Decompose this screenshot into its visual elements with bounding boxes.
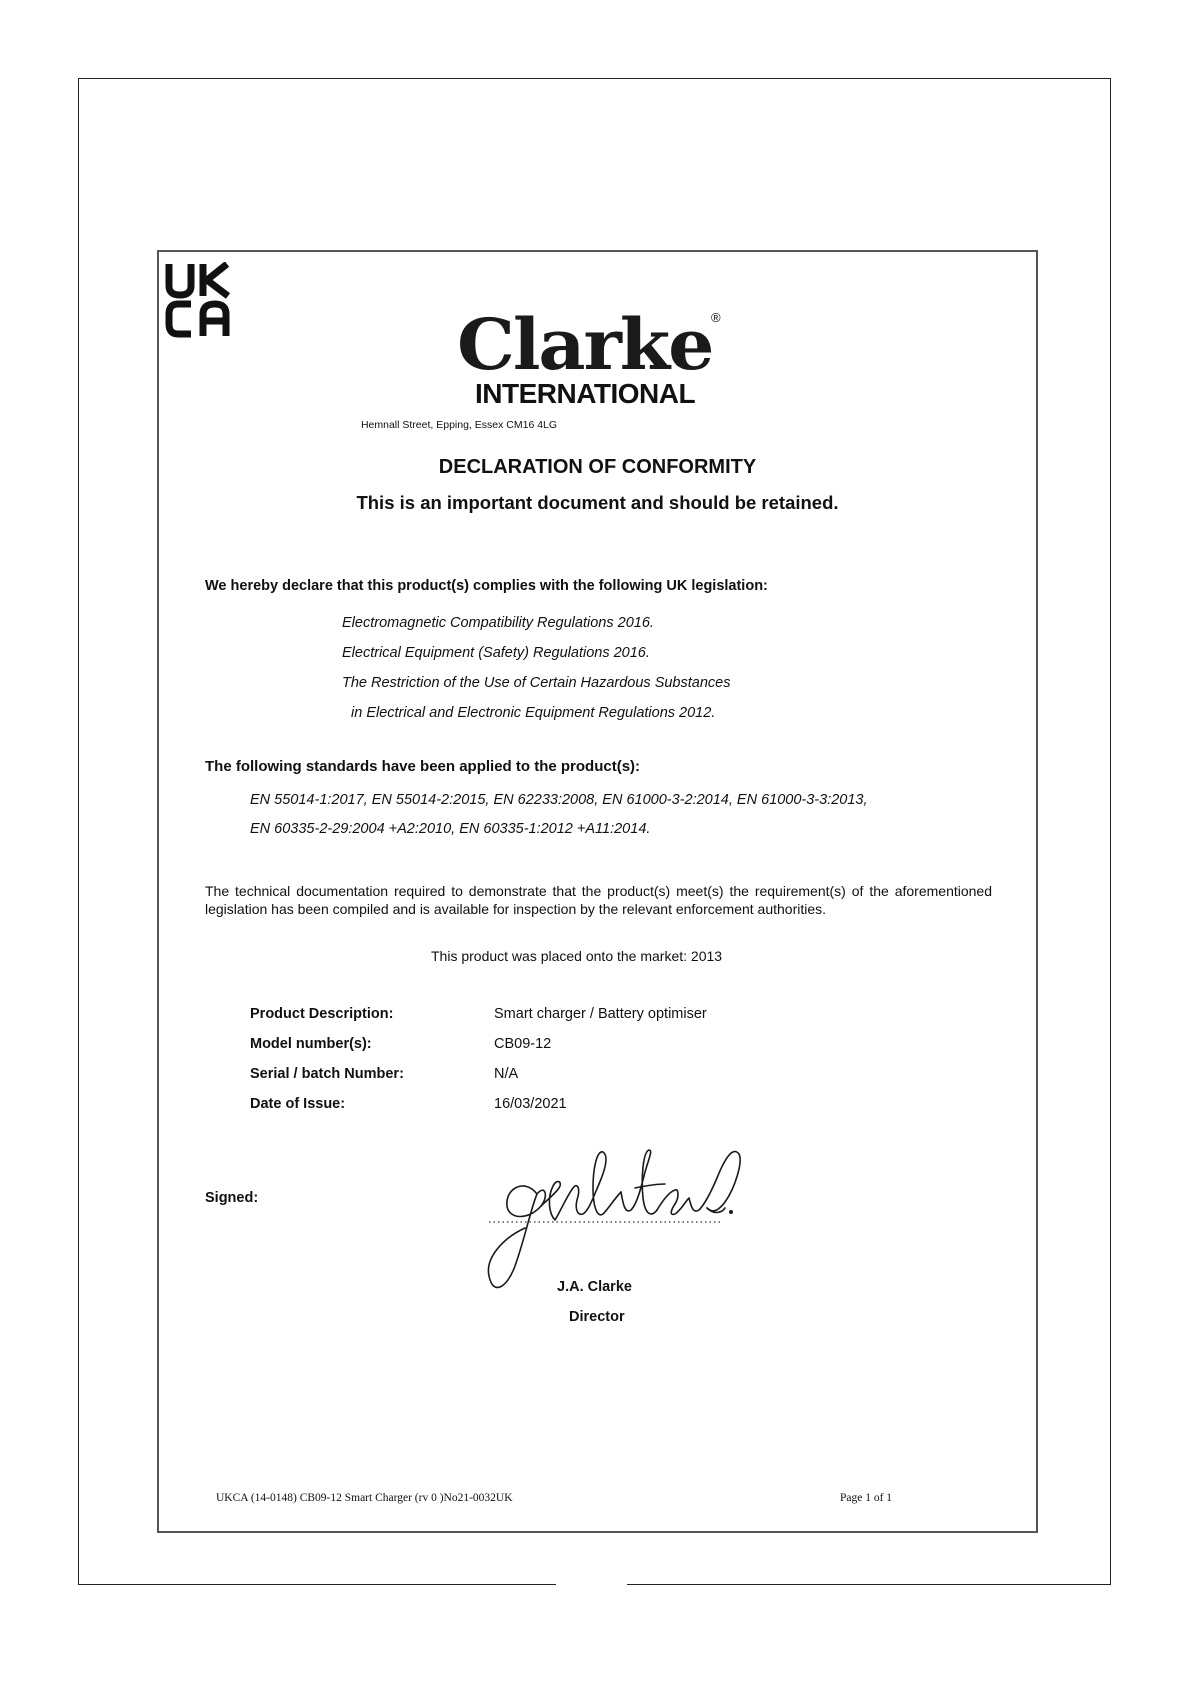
standards-list	[250, 786, 868, 844]
detail-value: CB09-12	[494, 1036, 552, 1052]
technical-documentation-statement: The technical documentation required to demonstrate that the product(s) meet(s) the requirement(s) of the aforementioned legislation has been compiled and is available for inspection by the relevant enforcement authorities.	[205, 883, 992, 917]
legislation-list	[342, 608, 730, 728]
detail-value: Smart charger / Battery optimiser	[494, 1006, 707, 1022]
signer-title: Director	[569, 1309, 625, 1325]
handwritten-signature	[485, 1148, 745, 1298]
product-details	[250, 1006, 707, 1126]
detail-value: N/A	[494, 1066, 519, 1082]
certificate	[157, 250, 1038, 1533]
document-subtitle: This is an important document and should be retained.	[356, 492, 839, 513]
standards-heading: The following standards have been applied to the product(s):	[205, 758, 641, 775]
detail-label: Model number(s):	[250, 1036, 372, 1052]
standards-line: EN 60335-2-29:2004 +A2:2010, EN 60335-1:2012 +A11:2014.	[250, 821, 651, 837]
registered-mark: ®	[711, 310, 721, 325]
legislation-item: Electromagnetic Compatibility Regulations 2016.	[342, 615, 654, 631]
signed-label: Signed:	[205, 1190, 259, 1206]
company-address: Hemnall Street, Epping, Essex CM16 4LG	[360, 419, 558, 431]
detail-row	[250, 1066, 707, 1096]
frame-gap	[556, 1580, 627, 1590]
logo-international: INTERNATIONAL	[475, 378, 696, 409]
legislation-item: The Restriction of the Use of Certain Hazardous Substances	[342, 675, 731, 691]
detail-label: Date of Issue:	[250, 1096, 346, 1112]
standards-line: EN 55014-1:2017, EN 55014-2:2015, EN 62233:2008, EN 61000-3-2:2014, EN 61000-3-3:2013,	[250, 792, 868, 808]
detail-value: 16/03/2021	[494, 1096, 567, 1112]
market-text: This product was placed onto the market: 2013	[431, 948, 723, 964]
detail-row	[250, 1036, 707, 1066]
clarke-logo	[457, 303, 721, 409]
legislation-item: in Electrical and Electronic Equipment Regulations 2012.	[351, 705, 716, 721]
page-number: Page 1 of 1	[840, 1492, 893, 1504]
legislation-item: Electrical Equipment (Safety) Regulations 2016.	[342, 645, 650, 661]
footer-reference: UKCA (14-0148) CB09-12 Smart Charger (rv 0 )No21-0032UK	[216, 1492, 513, 1504]
detail-label: Product Description:	[250, 1006, 394, 1022]
detail-row	[250, 1006, 707, 1036]
ukca-mark	[163, 262, 231, 338]
detail-row	[250, 1096, 707, 1126]
signer-name: J.A. Clarke	[557, 1279, 632, 1295]
legislation-heading: We hereby declare that this product(s) complies with the following UK legislation:	[205, 578, 768, 594]
document-title: DECLARATION OF CONFORMITY	[438, 456, 757, 478]
detail-label: Serial / batch Number:	[250, 1066, 404, 1082]
logo-wordmark: Clarke	[457, 303, 713, 386]
